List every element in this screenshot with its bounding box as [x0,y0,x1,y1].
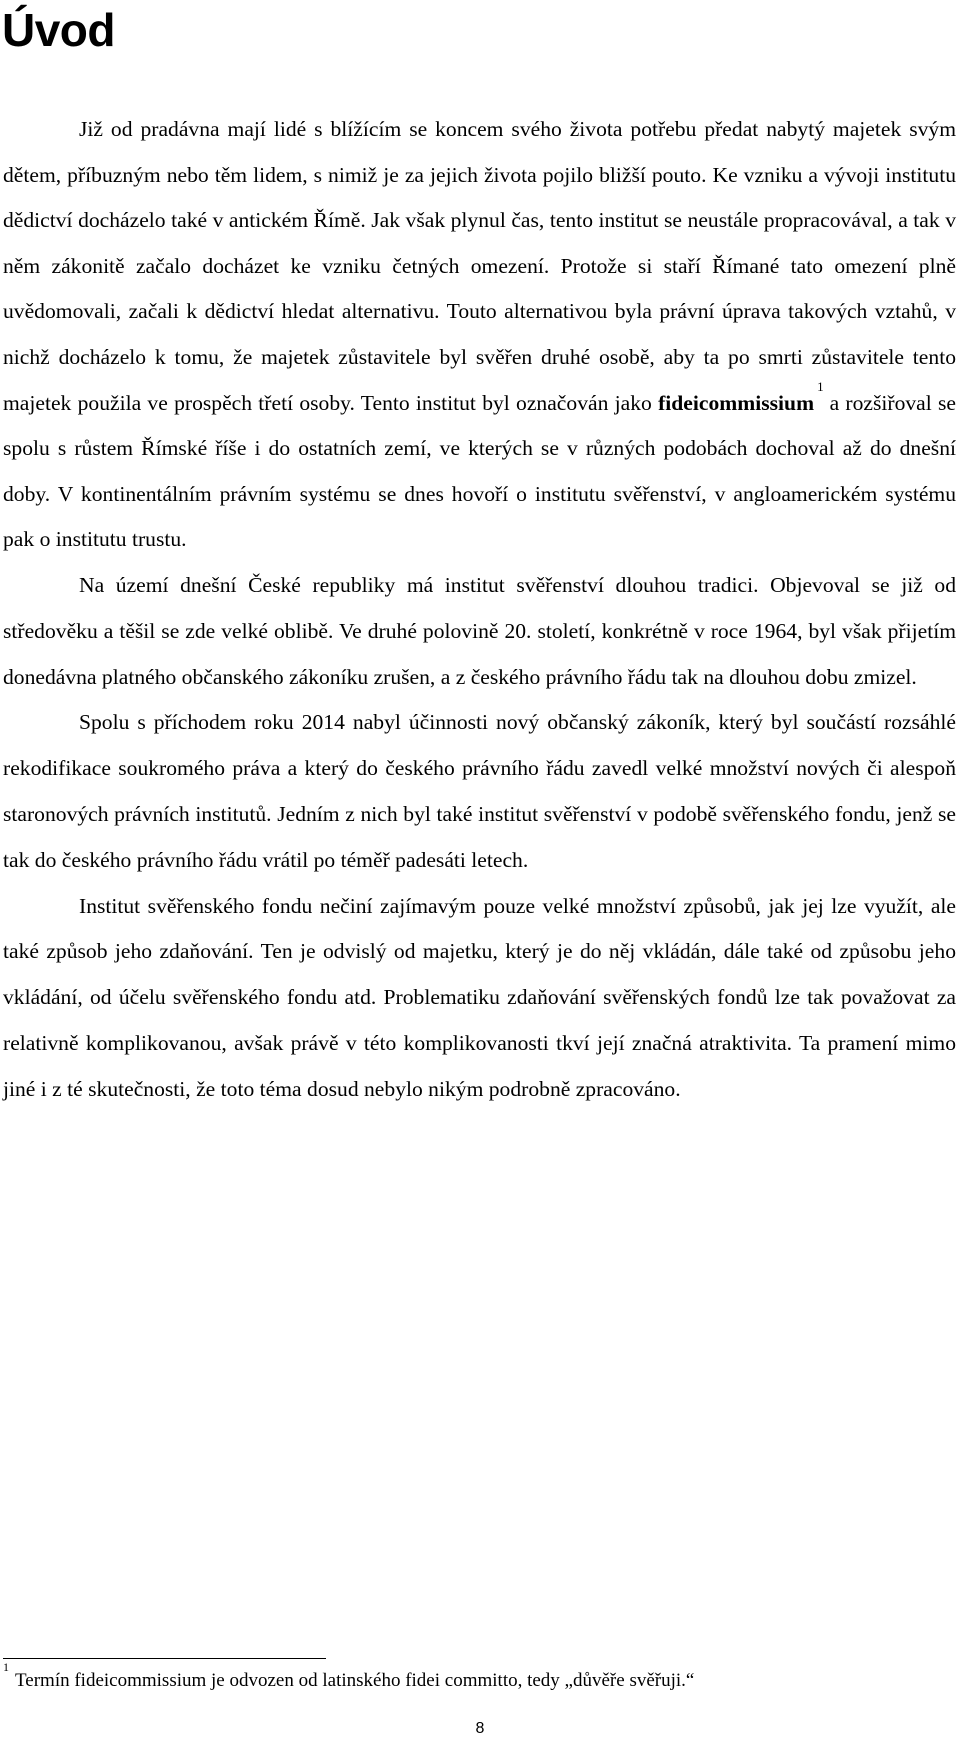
paragraph-4: Institut svěřenského fondu nečiní zajímavým pouze velké množství způsobů, jak jej lze využít, ale také způsob jeho zdaňování. Ten je odvislý od majetku, který je do něj vkládán, dále také od způsobu jeho vkládání, od účelu svěřenského fondu atd. Problematiku zdaňování svěřenských fondů lze tak považovat za relativně komplikovanou, avšak právě v této komplikovanosti tkví její značná atraktivita. Ta pramení mimo jiné i z té skutečnosti, že toto téma dosud nebylo nikým podrobně zpracováno. [3,893,956,1101]
paragraph-3: Spolu s příchodem roku 2014 nabyl účinnosti nový občanský zákoník, který byl součástí rozsáhlé rekodifikace soukromého práva a který do českého právního řádu zavedl velké množství nových či alespoň staronových právních institutů. Jedním z nich byl také institut svěřenství v podobě svěřenského fondu, jenž se tak do českého právního řádu vrátil po téměř padesáti letech. [3,710,956,872]
paragraph-1-text-after: a rozšiřoval se spolu s růstem Římské říše i do ostatních zemí, ve kterých se v různých podobách dochoval až do dnešní doby. V kontinentálním právním systému se dnes hovoří o institutu svěřenství, v angloamerickém systému pak o institutu trustu. [3,390,957,552]
footnote [3,1659,953,1694]
footnote-reference[interactable]: 1 [817,379,824,395]
chapter-heading: Úvod [2,4,115,56]
term-fideicommissium: fideicommissium [658,390,815,415]
footnote-number: 1 [3,1659,9,1674]
body-text [3,107,956,1113]
paragraph-2: Na území dnešní České republiky má institut svěřenství dlouhou tradici. Objevoval se již od středověku a těšil se zde velké oblibě. Ve druhé polovině 20. století, konkrétně v roce 1964, byl však přijetím donedávna platného občanského zákoníku zrušen, a z českého právního řádu tak na dlouhou dobu zmizel. [3,572,956,689]
footnote-text: Termín fideicommissium je odvozen od latinského fidei committo, tedy „důvěře svěřuji.“ [15,1670,695,1691]
paragraph-1-text-before: Již od pradávna mají lidé s blížícím se koncem svého života potřebu předat nabytý majetek svým dětem, příbuzným nebo těm lidem, s nimiž je za jejich života pojilo bližší pouto. Ke vzniku a vývoji institutu dědictví docházelo také v antickém Římě. Jak však plynul čas, tento institut se neustále propracovával, a tak v něm zákonitě začalo docházet ke vzniku četných omezení. Protože si staří Římané tato omezení plně uvědomovali, začali k dědictví hledat alternativu. Touto alternativou byla právní úprava takových vztahů, v nichž docházelo k tomu, že majetek zůstavitele byl svěřen druhé osobě, aby ta po smrti zůstavitele tento majetek použila ve prospěch třetí osoby. Tento institut byl označován jako [3,117,956,415]
page-number: 8 [475,1720,485,1737]
paragraph-1 [3,107,956,563]
footnote-divider [3,1658,326,1659]
